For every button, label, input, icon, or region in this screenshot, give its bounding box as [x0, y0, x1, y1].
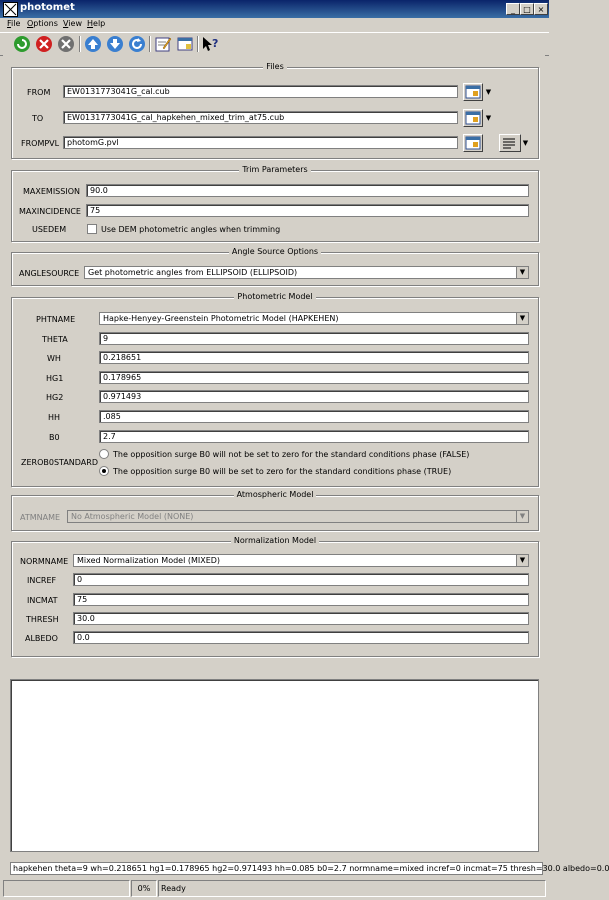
hg1-field[interactable]: 0.178965 [99, 371, 529, 384]
app-icon [3, 2, 18, 17]
window-icon[interactable] [176, 35, 194, 53]
hg2-label: HG2 [46, 393, 64, 402]
stop-icon[interactable] [35, 35, 53, 53]
help-icon[interactable] [201, 35, 219, 53]
b0-field[interactable]: 2.7 [99, 430, 529, 443]
maximize-button[interactable]: □ [520, 3, 534, 15]
menu-bar [0, 18, 549, 30]
maxemission-field[interactable]: 90.0 [86, 184, 529, 197]
history-back-icon[interactable] [84, 35, 102, 53]
chevron-down-icon: ▼ [516, 511, 528, 522]
title-bar [0, 0, 549, 18]
b0-label: B0 [49, 433, 60, 442]
parameter-panel [3, 55, 545, 663]
toolbar-separator [149, 36, 151, 52]
frompvl-browse-button[interactable] [463, 134, 483, 152]
from-dropdown-icon[interactable]: ▼ [485, 88, 492, 96]
to-dropdown-icon[interactable]: ▼ [485, 114, 492, 122]
status-cell-empty [3, 880, 130, 897]
zerob0-true-text: The opposition surge B0 will be set to zero for the standard conditions phase (TRUE) [113, 467, 452, 476]
window-title: photomet [20, 2, 75, 13]
maxincidence-field[interactable]: 75 [86, 204, 529, 217]
incref-field[interactable]: 0 [73, 573, 529, 586]
atmname-combo [67, 510, 529, 523]
phtname-value: Hapke-Henyey-Greenstein Photometric Model (HAPKEHEN) [103, 314, 339, 323]
thresh-field[interactable]: 30.0 [73, 612, 529, 625]
to-browse-button[interactable] [463, 109, 483, 127]
trim-group [11, 165, 539, 242]
files-group-title: Files [263, 62, 287, 71]
theta-field[interactable]: 9 [99, 332, 529, 345]
hh-field[interactable]: .085 [99, 410, 529, 423]
phtname-combo[interactable] [99, 312, 529, 325]
incref-label: INCREF [27, 576, 57, 585]
albedo-label: ALBEDO [25, 634, 58, 643]
atmospheric-group-title: Atmospheric Model [234, 490, 317, 499]
wh-field[interactable]: 0.218651 [99, 351, 529, 364]
files-group [11, 62, 539, 159]
trim-group-title: Trim Parameters [239, 165, 310, 174]
atmospheric-group [11, 490, 539, 531]
zerob0-label: ZEROB0STANDARD [21, 458, 98, 467]
command-line-field[interactable]: hapkehen theta=9 wh=0.218651 hg1=0.178965 hg2=0.971493 hh=0.085 b0=2.7 normname=mixed incref=0 incmat=75 thresh=30.0 albedo=0.0 [10, 862, 543, 875]
chevron-down-icon: ▼ [516, 555, 528, 566]
menu-file[interactable]: File [7, 19, 21, 28]
frompvl-field[interactable]: photomG.pvl [63, 136, 458, 149]
progress-status: 0% [131, 880, 157, 897]
frompvl-dropdown-icon[interactable]: ▼ [522, 139, 529, 147]
frompvl-label: FROMPVL [21, 139, 60, 148]
usedem-text: Use DEM photometric angles when trimming [101, 225, 281, 234]
hh-label: HH [48, 413, 61, 422]
incmat-field[interactable]: 75 [73, 593, 529, 606]
ready-status: Ready [158, 880, 546, 897]
chevron-down-icon: ▼ [516, 267, 528, 278]
anglesource-value: Get photometric angles from ELLIPSOID (ELLIPSOID) [88, 268, 298, 277]
anglesource-combo[interactable] [84, 266, 529, 279]
zerob0-true-radio[interactable] [99, 466, 109, 476]
svg-text:?: ? [212, 37, 219, 50]
reset-icon[interactable] [128, 35, 146, 53]
incmat-label: INCMAT [27, 596, 58, 605]
theta-label: THETA [42, 335, 68, 344]
hg1-label: HG1 [46, 374, 64, 383]
photometric-group [11, 292, 539, 487]
anglesource-label: ANGLESOURCE [19, 269, 80, 278]
angle-group [11, 247, 539, 286]
edit-icon[interactable] [154, 35, 172, 53]
normname-label: NORMNAME [20, 557, 69, 566]
run-icon[interactable] [13, 35, 31, 53]
to-label: TO [32, 114, 44, 123]
toolbar-separator [79, 36, 81, 52]
chevron-down-icon: ▼ [516, 313, 528, 324]
normalization-group [11, 536, 539, 657]
normalization-group-title: Normalization Model [231, 536, 319, 545]
from-browse-button[interactable] [463, 83, 483, 101]
menu-help[interactable]: Help [87, 19, 106, 28]
menu-options[interactable]: Options [27, 19, 58, 28]
history-forward-icon[interactable] [106, 35, 124, 53]
angle-group-title: Angle Source Options [229, 247, 321, 256]
usedem-checkbox[interactable] [87, 224, 97, 234]
usedem-label: USEDEM [32, 225, 67, 234]
frompvl-view-button[interactable] [499, 134, 521, 152]
zerob0-false-radio[interactable] [99, 449, 109, 459]
normname-combo[interactable] [73, 554, 529, 567]
toolbar-separator [197, 36, 199, 52]
zerob0-false-text: The opposition surge B0 will not be set to zero for the standard conditions phase (FALSE) [113, 450, 470, 459]
from-field[interactable]: EW0131773041G_cal.cub [63, 85, 458, 98]
hg2-field[interactable]: 0.971493 [99, 390, 529, 403]
maxincidence-label: MAXINCIDENCE [19, 207, 81, 216]
minimize-button[interactable]: _ [506, 3, 520, 15]
thresh-label: THRESH [26, 615, 59, 624]
phtname-label: PHTNAME [36, 315, 76, 324]
to-field[interactable]: EW0131773041G_cal_hapkehen_mixed_trim_at75.cub [63, 111, 458, 124]
wh-label: WH [47, 354, 61, 363]
menu-view[interactable]: View [63, 19, 82, 28]
atmname-label: ATMNAME [20, 513, 61, 522]
from-label: FROM [27, 88, 51, 97]
log-area[interactable] [10, 679, 539, 852]
toolbar [0, 32, 549, 56]
exit-icon[interactable] [57, 35, 75, 53]
atmname-value: No Atmospheric Model (NONE) [71, 512, 194, 521]
normname-value: Mixed Normalization Model (MIXED) [77, 556, 221, 565]
photometric-group-title: Photometric Model [234, 292, 315, 301]
close-button[interactable]: × [534, 3, 548, 15]
albedo-field[interactable]: 0.0 [73, 631, 529, 644]
maxemission-label: MAXEMISSION [23, 187, 80, 196]
